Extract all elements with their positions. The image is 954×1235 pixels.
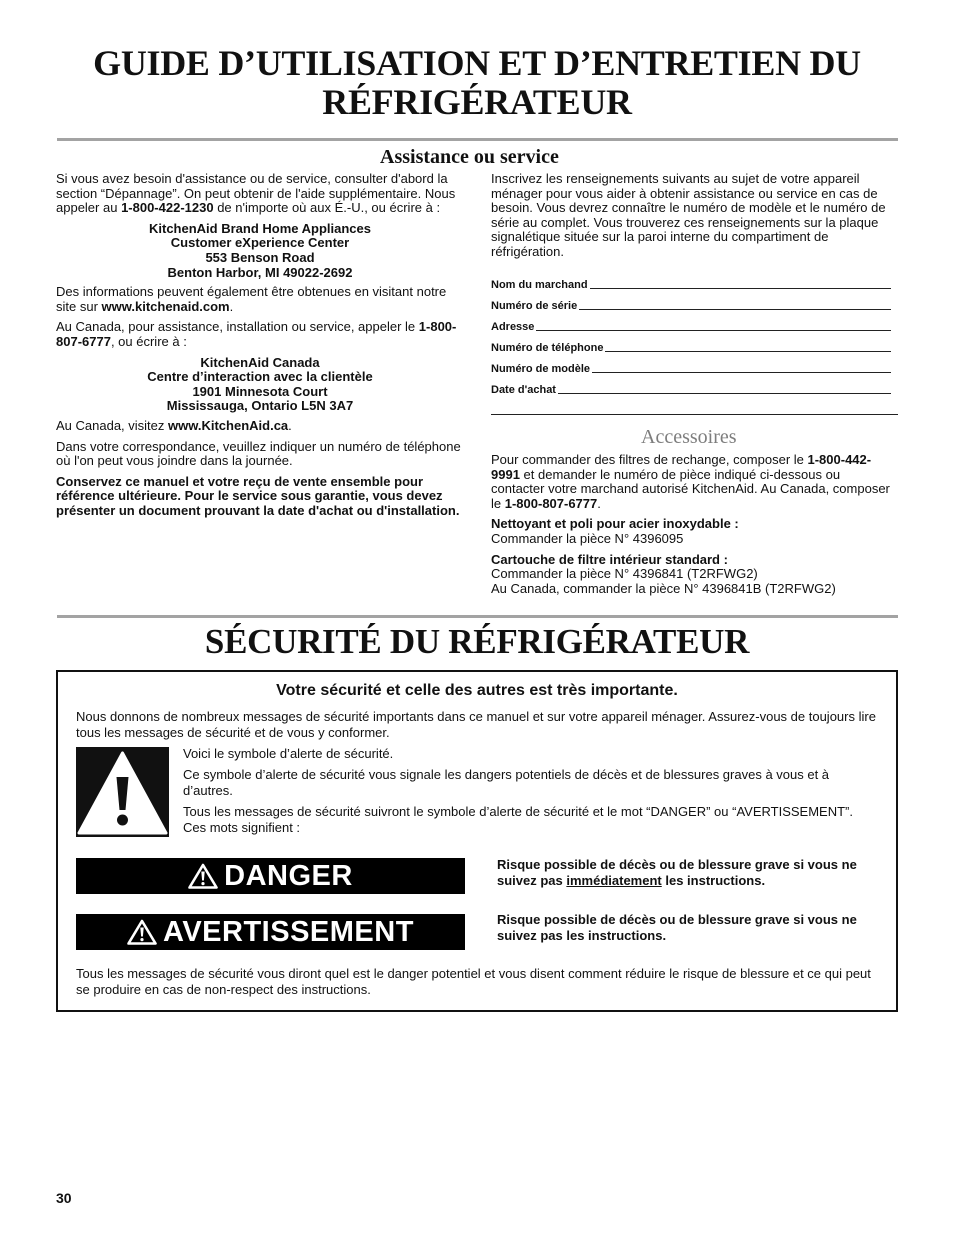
assistance-intro: Si vous avez besoin d'assistance ou de service, consulter d'abord la section “Dépannage”. On peut obtenir de l'aide supplémentaire. Nous appeler au 1-800-422-1230 de n'importe où aux É.-U., ou écrire à :	[56, 171, 456, 216]
safety-box	[56, 670, 898, 1012]
address-line[interactable]	[536, 330, 891, 331]
serial-line[interactable]	[579, 309, 891, 310]
warning-triangle-icon	[127, 919, 157, 945]
safety-title: SÉCURITÉ DU RÉFRIGÉRATEUR	[204, 622, 750, 661]
form-field-phone: Numéro de téléphone	[491, 333, 891, 354]
website-link[interactable]: www.kitchenaid.com	[101, 298, 230, 314]
accessories-divider	[491, 414, 898, 415]
danger-banner	[76, 858, 465, 894]
page-number: 30	[56, 1190, 72, 1206]
phone-line[interactable]	[605, 351, 891, 352]
model-line[interactable]	[592, 372, 891, 373]
form-field-purchase-date: Date d'achat	[491, 375, 891, 396]
accessories-column	[491, 453, 896, 602]
canada-website-link[interactable]: www.KitchenAid.ca	[168, 417, 289, 433]
assistance-heading: Assistance ou service	[380, 146, 559, 168]
accessories-phone: 1-800-442-9991	[491, 452, 872, 482]
us-phone: 1-800-422-1230	[121, 200, 214, 216]
warning-label: AVERTISSEMENT	[163, 916, 414, 948]
form-field-serial: Numéro de série	[491, 291, 891, 312]
accessories-heading: Accessoires	[641, 426, 737, 448]
safety-outro: Tous les messages de sécurité vous diront quel est le danger potentiel et vous disent comment réduire le risque de blessure et ce qui peut se produire en cas de non-respect des instructions.	[76, 966, 871, 997]
canada-text: Au Canada, pour assistance, installation ou service, appeler le 1-800-807-6777, ou écrire à :	[56, 319, 457, 349]
us-address: KitchenAid Brand Home Appliances Customer eXperience Center 553 Benson Road Benton Harbor, MI 49022-2692	[149, 220, 371, 280]
accessories-order-text: Pour commander des filtres de rechange, composer le 1-800-442-9991 et demander le numéro de pièce indiqué ci-dessous ou contacter votre marchand autorisé KitchenAid. Au Canada, composer le 1-800-807-6777.	[491, 452, 890, 511]
website-text: Des informations peuvent également être obtenues en visitant notre site sur www.kitchenaid.com.	[56, 284, 447, 314]
correspondence-text: Dans votre correspondance, veuillez indiquer un numéro de téléphone où l'on peut vous joindre dans la journée.	[56, 438, 461, 469]
danger-description: Risque possible de décès ou de blessure grave si vous ne suivez pas immédiatement les instructions.	[497, 857, 857, 888]
canada-website-text: Au Canada, visitez www.KitchenAid.ca.	[56, 417, 292, 433]
safety-box-title: Votre sécurité et celle des autres est très importante.	[276, 682, 678, 699]
danger-label: DANGER	[224, 860, 353, 892]
safety-divider	[57, 615, 898, 618]
safety-symbol-text: Voici le symbole d’alerte de sécurité. Ce symbole d’alerte de sécurité vous signale les dangers potentiels de décès et de blessures graves à vous et à d’autres. Tous les messages de sécurité suivront le symbole d’alerte de sécurité et le mot “DANGER” ou “AVERTISSEMENT”. Ces mots signifient :	[183, 746, 853, 835]
safety-alert-icon	[76, 747, 169, 837]
cleaner-item: Nettoyant et poli pour acier inoxydable : Commander la pièce N° 4396095	[491, 516, 739, 546]
keep-manual-text: Conservez ce manuel et votre reçu de vente ensemble pour référence ultérieure. Pour le service sous garantie, vous devez présenter un document prouvant la date d'achat ou d'installation.	[56, 473, 460, 518]
accessories-phone-ca: 1-800-807-6777	[504, 495, 598, 511]
record-info-column	[491, 172, 896, 266]
purchase-date-line[interactable]	[558, 393, 891, 394]
warning-banner	[76, 914, 465, 950]
warning-triangle-icon	[188, 863, 218, 889]
record-form	[491, 270, 891, 396]
section-divider	[57, 138, 898, 141]
record-info-intro: Inscrivez les renseignements suivants au sujet de votre appareil ménager pour vous aider à obtenir assistance ou service en cas de besoin. Vous devrez connaître le numéro de modèle et le numéro de série au complet. Vous trouverez ces renseignements sur la plaque signalétique située sur la paroi interne du compartiment de réfrigération.	[491, 171, 886, 259]
canada-phone: 1-800-807-6777	[56, 319, 457, 349]
form-field-address: Adresse	[491, 312, 891, 333]
form-field-model: Numéro de modèle	[491, 354, 891, 375]
filter-item: Cartouche de filtre intérieur standard : Commander la pièce N° 4396841 (T2RFWG2) Au Canada, commander la pièce N° 4396841B (T2RFWG2)	[491, 551, 836, 596]
form-field-dealer: Nom du marchand	[491, 270, 891, 291]
dealer-line[interactable]	[590, 288, 891, 289]
page-title: GUIDE D’UTILISATION ET D’ENTRETIEN DU RÉFRIGÉRATEUR	[93, 43, 861, 122]
safety-intro: Nous donnons de nombreux messages de sécurité importants dans ce manuel et sur votre appareil ménager. Assurez-vous de toujours lire tous les messages de sécurité et de vous y conformer.	[76, 709, 876, 740]
warning-description: Risque possible de décès ou de blessure grave si vous ne suivez pas les instructions.	[497, 912, 857, 943]
canada-address: KitchenAid Canada Centre d’interaction avec la clientèle 1901 Minnesota Court Mississauga, Ontario L5N 3A7	[147, 354, 373, 414]
assistance-column	[56, 172, 464, 524]
